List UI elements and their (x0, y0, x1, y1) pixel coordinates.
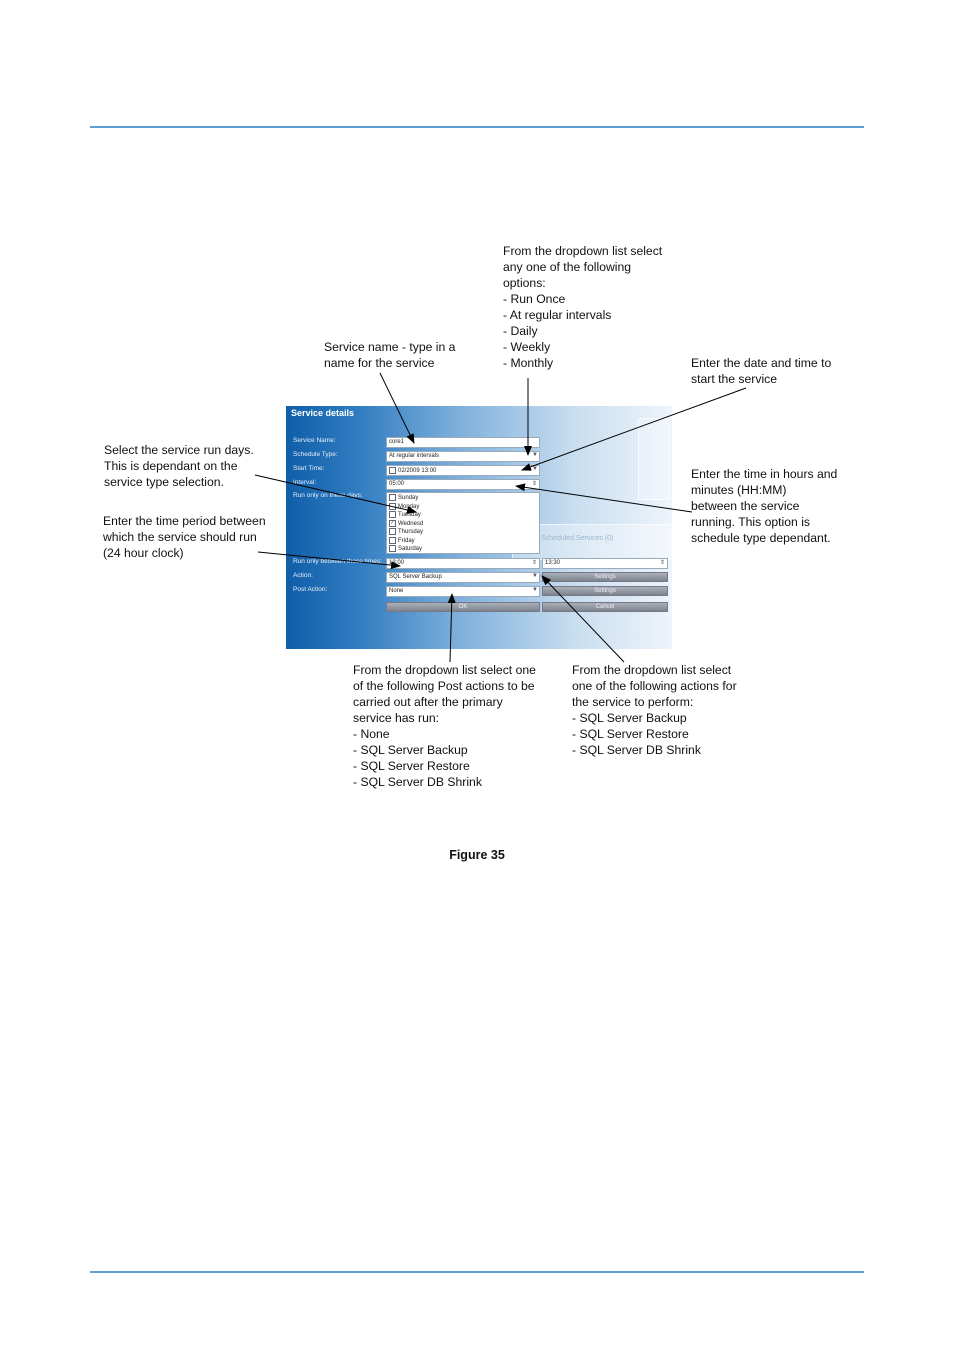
arrow-action (542, 576, 624, 662)
arrow-post-action (450, 594, 452, 662)
post-action-dropdown[interactable]: None ▼ (386, 586, 540, 597)
post-action-settings-button[interactable]: Settings (542, 586, 668, 596)
callout-action: From the dropdown list select one of the following actions for the service to perform: - SQL Server Backup - SQL Server Restore - SQL Server DB Shrink (572, 663, 737, 757)
action-label: Action: (293, 572, 313, 579)
callout-interval: Enter the time in hours and minutes (HH:MM) between the service running. This option is schedule type dependant. (691, 467, 838, 545)
action-settings-button[interactable]: Settings (542, 572, 668, 582)
callout-post-action: From the dropdown list select one of the following Post actions to be carried out after the primary service has run: - None - SQL Server Backup - SQL Server Restore - SQL Server DB Shrink (353, 663, 536, 789)
day-checkbox-monday[interactable]: Monday (389, 503, 419, 510)
background-window-title: Scheduled Services (0) (541, 535, 614, 542)
callout-start-time: Enter the date and time to start the service (691, 356, 832, 386)
day-checkbox-wednesday[interactable]: ✓ Wednesd (390, 519, 424, 527)
post-action-label: Post Action: (293, 586, 328, 593)
dialog-title: Service details (291, 408, 355, 418)
checkbox-checked-icon: ✓ (390, 519, 395, 526)
day-checkbox-saturday[interactable]: Saturday (389, 545, 422, 552)
chevron-down-icon: ▼ (532, 587, 538, 593)
callout-time-period: Enter the time period between which the service should run (24 hour clock) (103, 514, 266, 560)
arrow-interval (516, 486, 692, 512)
time-from-input[interactable]: 13:00 ⇕ (386, 558, 540, 569)
arrow-run-days (255, 475, 416, 512)
service-name-label: Service Name: (293, 437, 336, 444)
arrow-start-time (522, 388, 746, 470)
spinner-icon: ⇕ (531, 481, 537, 487)
chevron-down-icon: ▼ (532, 573, 538, 579)
start-time-label: Start Time: (293, 465, 325, 472)
start-time-picker[interactable]: 02/2009 13:00 ▼ (386, 465, 540, 476)
schedule-type-label: Schedule Type: (293, 451, 338, 458)
cancel-button[interactable]: Cancel (542, 602, 668, 612)
arrow-service-name (380, 373, 414, 443)
action-dropdown[interactable]: SQL Server Backup ▼ (386, 572, 540, 583)
interval-input[interactable]: 05:00 ⇕ (386, 479, 540, 490)
chevron-down-icon: ▼ (532, 452, 538, 458)
time-to-input[interactable]: 13:30 ⇕ (542, 558, 668, 569)
figure-caption: Figure 35 (449, 848, 505, 862)
callout-service-name: Service name - type in a name for the service (324, 340, 456, 370)
spinner-icon: ⇕ (659, 560, 665, 566)
service-name-input[interactable]: core1 (386, 437, 540, 448)
arrow-time-period (258, 552, 400, 566)
day-checkbox-friday[interactable]: Friday (389, 537, 415, 544)
callout-run-days: Select the service run days. This is dependant on the service type selection. (104, 443, 254, 489)
run-between-label: Run only between these times: (293, 558, 382, 565)
callout-schedule-type: From the dropdown list select any one of the following options: - Run Once - At regular intervals - Daily - Weekly - Monthly (503, 244, 663, 370)
day-checkbox-sunday[interactable]: Sunday (389, 494, 418, 501)
day-checkbox-tuesday[interactable]: Tuesday (389, 511, 421, 518)
spinner-icon: ⇕ (531, 560, 537, 566)
ok-button[interactable]: OK (386, 602, 540, 612)
chevron-down-icon: ▼ (532, 466, 538, 472)
interval-label: Interval: (293, 479, 317, 486)
schedule-type-dropdown[interactable]: At regular intervals ▼ (386, 451, 540, 462)
run-days-label: Run only on these days: (293, 492, 363, 499)
day-checkbox-thursday[interactable]: Thursday (389, 528, 423, 535)
